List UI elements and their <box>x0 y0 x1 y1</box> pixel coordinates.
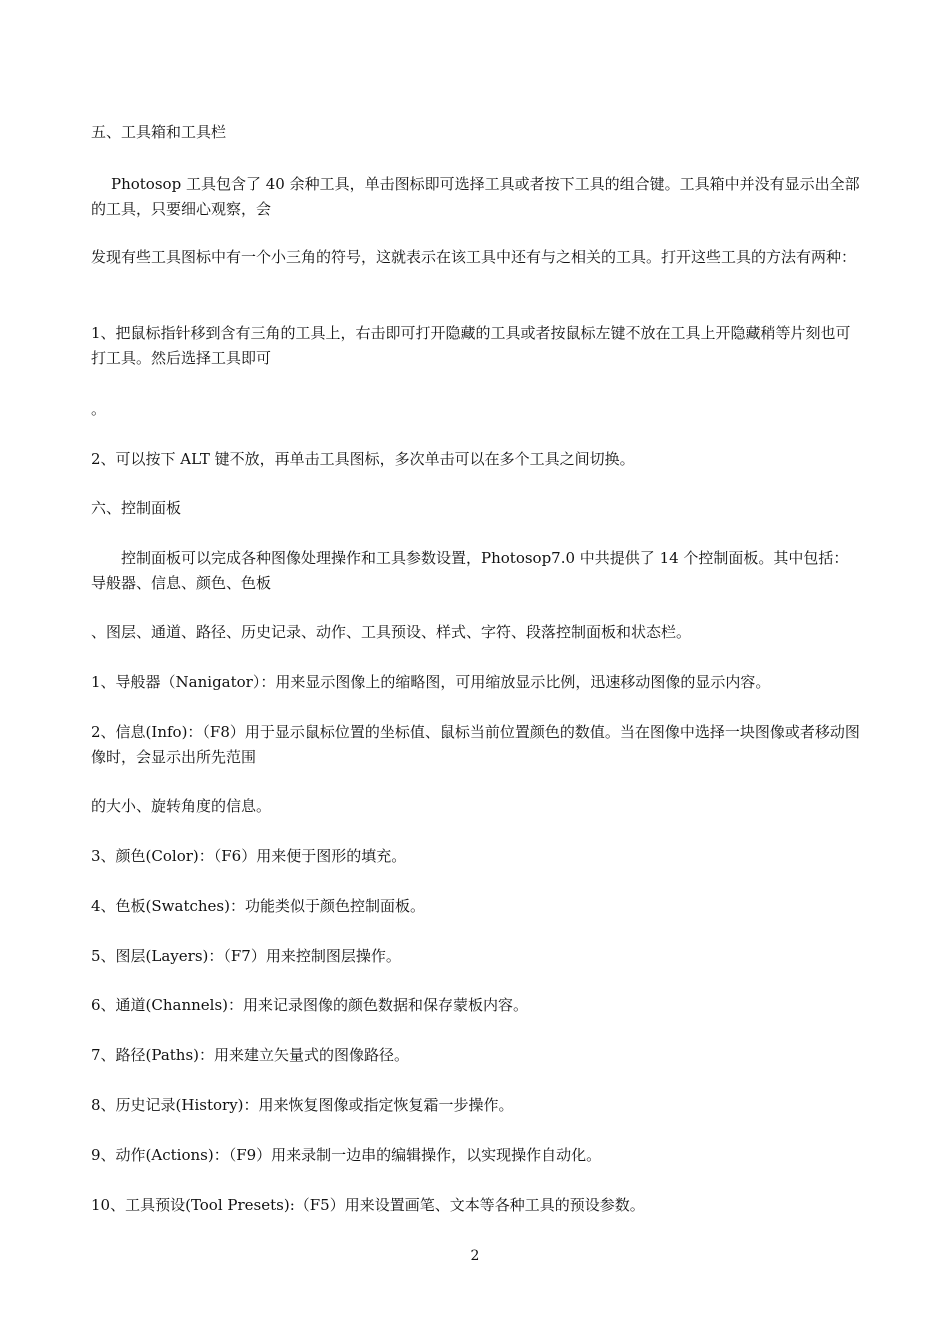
paragraph-panels-list: 、图层、通道、路径、历史记录、动作、工具预设、样式、字符、段落控制面板和状态栏。 <box>91 623 692 641</box>
list-item-swatches: 4、色板(Swatches)：功能类似于颜色控制面板。 <box>91 897 425 915</box>
list-item-layers: 5、图层(Layers)：（F7）用来控制图层操作。 <box>91 947 401 965</box>
paragraph-panels-intro: 控制面板可以完成各种图像处理操作和工具参数设置，Photosop7.0 中共提供了 14 个控制面板。其中包括：导般器、信息、颜色、色板 <box>91 549 849 592</box>
section-heading-panels: 六、控制面板 <box>91 499 182 517</box>
list-item-info: 2、信息(Info)：（F8）用于显示鼠标位置的坐标值、鼠标当前位置颜色的数值。当在图像中选择一块图像或者移动图像时，会显示出所先范围 <box>91 723 860 766</box>
list-item-tool-presets: 10、工具预设(Tool Presets):（F5）用来设置画笔、文本等各种工具的预设参数。 <box>91 1196 645 1214</box>
section-heading-toolbox: 五、工具箱和工具栏 <box>91 123 227 141</box>
list-item-actions: 9、动作(Actions)：（F9）用来录制一边串的编辑操作，以实现操作自动化。 <box>91 1146 602 1164</box>
paragraph-toolbox-intro: Photosop 工具包含了 40 余种工具，单击图标即可选择工具或者按下工具的组合键。工具箱中并没有显示出全部的工具，只要细心观察，会 <box>91 175 860 218</box>
paragraph-period: 。 <box>91 400 107 418</box>
list-item-paths: 7、路径(Paths)：用来建立矢量式的图像路径。 <box>91 1046 409 1064</box>
list-item-history: 8、历史记录(History)：用来恢复图像或指定恢复霜一步操作。 <box>91 1096 514 1114</box>
list-item-color: 3、颜色(Color)：（F6）用来便于图形的填充。 <box>91 847 407 865</box>
paragraph-method-2: 2、可以按下 ALT 键不放，再单击工具图标，多次单击可以在多个工具之间切换。 <box>91 450 635 468</box>
list-item-navigator: 1、导般器（Nanigator）：用来显示图像上的缩略图，可用缩放显示比例，迅速移动图像的显示内容。 <box>91 673 771 691</box>
paragraph-method-1: 1、把鼠标指针移到含有三角的工具上，右击即可打开隐藏的工具或者按鼠标左键不放在工具上开隐藏稍等片刻也可打工具。然后选择工具即可 <box>91 324 851 367</box>
list-item-channels: 6、通道(Channels)：用来记录图像的颜色数据和保存蒙板内容。 <box>91 996 529 1014</box>
page-number: 2 <box>470 1248 480 1264</box>
paragraph-info-cont: 的大小、旋转角度的信息。 <box>91 797 272 815</box>
paragraph-toolbox-triangle: 发现有些工具图标中有一个小三角的符号，这就表示在该工具中还有与之相关的工具。打开这些工具的方法有两种： <box>91 248 857 266</box>
